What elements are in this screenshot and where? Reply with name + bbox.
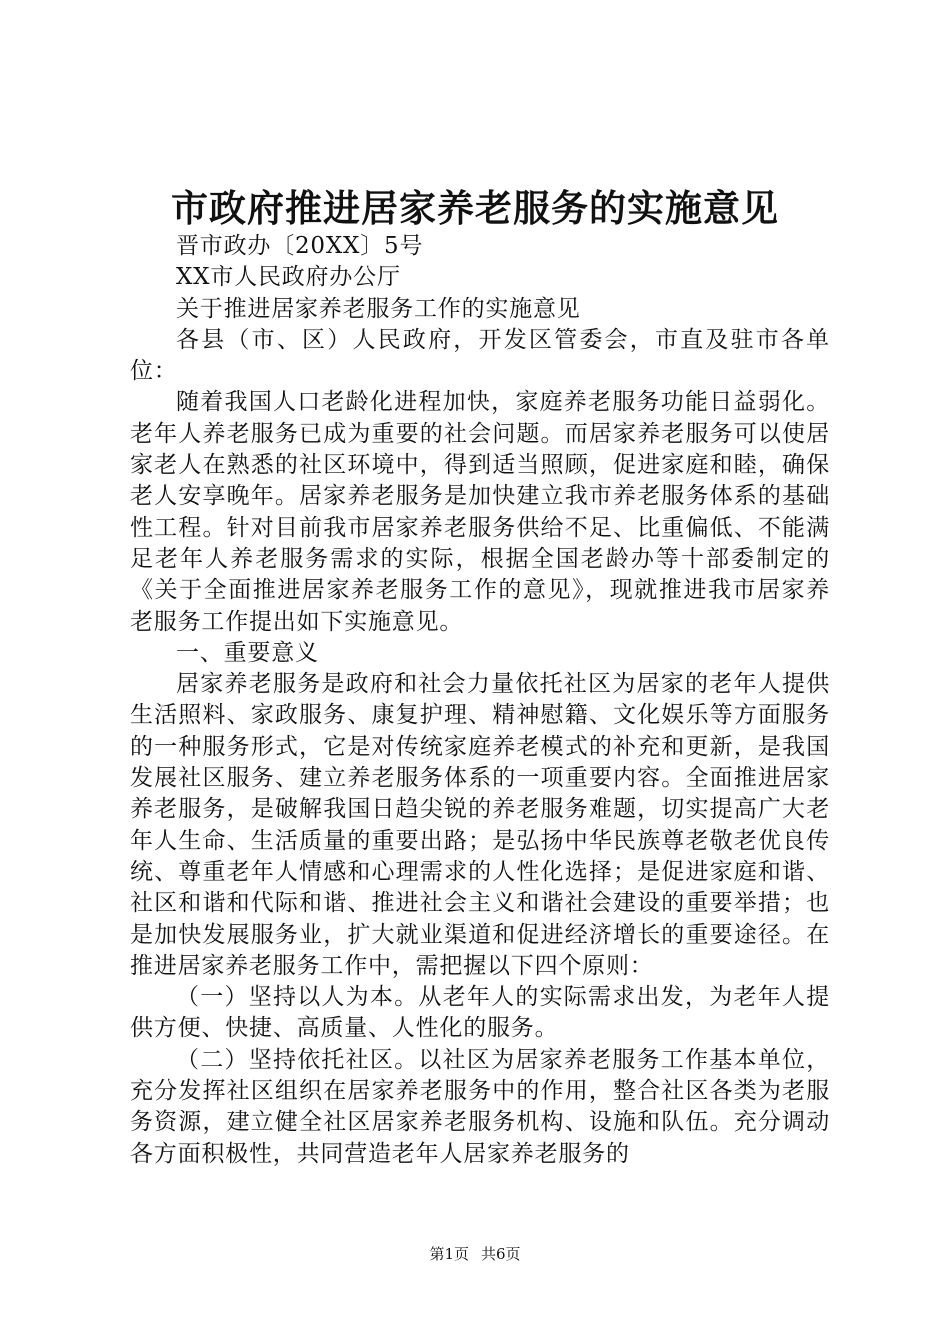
principle-one-paragraph: （一）坚持以人为本。从老年人的实际需求出发，为老年人提供方便、快捷、高质量、人性化的服务。 (130, 984, 830, 1042)
document-number: 晋市政办〔20XX〕5号 (176, 233, 424, 259)
principle-two-paragraph: （二）坚持依托社区。以社区为居家养老服务工作基本单位，充分发挥社区组织在居家养老服务中的作用，整合社区各类为老服务资源，建立健全社区居家养老服务机构、设施和队伍。充分调动各方面积极性，共同营造老年人居家养老服务的 (130, 1046, 830, 1167)
issuing-office: XX市人民政府办公厅 (176, 264, 401, 291)
addressee-line: 各县（市、区）人民政府，开发区管委会，市直及驻市各单位： (130, 326, 830, 385)
document-body (130, 231, 830, 1170)
document-subject: 关于推进居家养老服务工作的实施意见 (176, 295, 581, 322)
document-title: 市政府推进居家养老服务的实施意见 (171, 186, 779, 230)
page-number: 第1页 (429, 1245, 469, 1263)
significance-paragraph: 居家养老服务是政府和社会力量依托社区为居家的老年人提供生活照料、家政服务、康复护理、精神慰籍、文化娱乐等方面服务的一种服务形式，它是对传统家庭养老模式的补充和更新，是我国发展社区服务、建立养老服务体系的一项重要内容。全面推进居家养老服务，是破解我国日趋尖锐的养老服务难题，切实提高广大老年人生命、生活质量的重要出路；是弘扬中华民族尊老敬老优良传统、尊重老年人情感和心理需求的人性化选择；是促进家庭和谐、社区和谐和代际和谐、推进社会主义和谐社会建设的重要举措；也是加快发展服务业，扩大就业渠道和促进经济增长的重要途径。在推进居家养老服务工作中，需把握以下四个原则： (130, 671, 830, 979)
intro-paragraph: 随着我国人口老龄化进程加快，家庭养老服务功能日益弱化。老年人养老服务已成为重要的社会问题。而居家养老服务可以使居家老人在熟悉的社区环境中，得到适当照顾，促进家庭和睦，确保老人安享晚年。居家养老服务是加快建立我市养老服务体系的基础性工程。针对目前我市居家养老服务供给不足、比重偏低、不能满足老年人养老服务需求的实际，根据全国老龄办等十部委制定的《关于全面推进居家养老服务工作的意见》，现就推进我市居家养老服务工作提出如下实施意见。 (130, 389, 830, 635)
page-footer (0, 1243, 950, 1265)
section-heading: 一、重要意义 (176, 639, 319, 666)
page-total: 共6页 (481, 1245, 521, 1263)
